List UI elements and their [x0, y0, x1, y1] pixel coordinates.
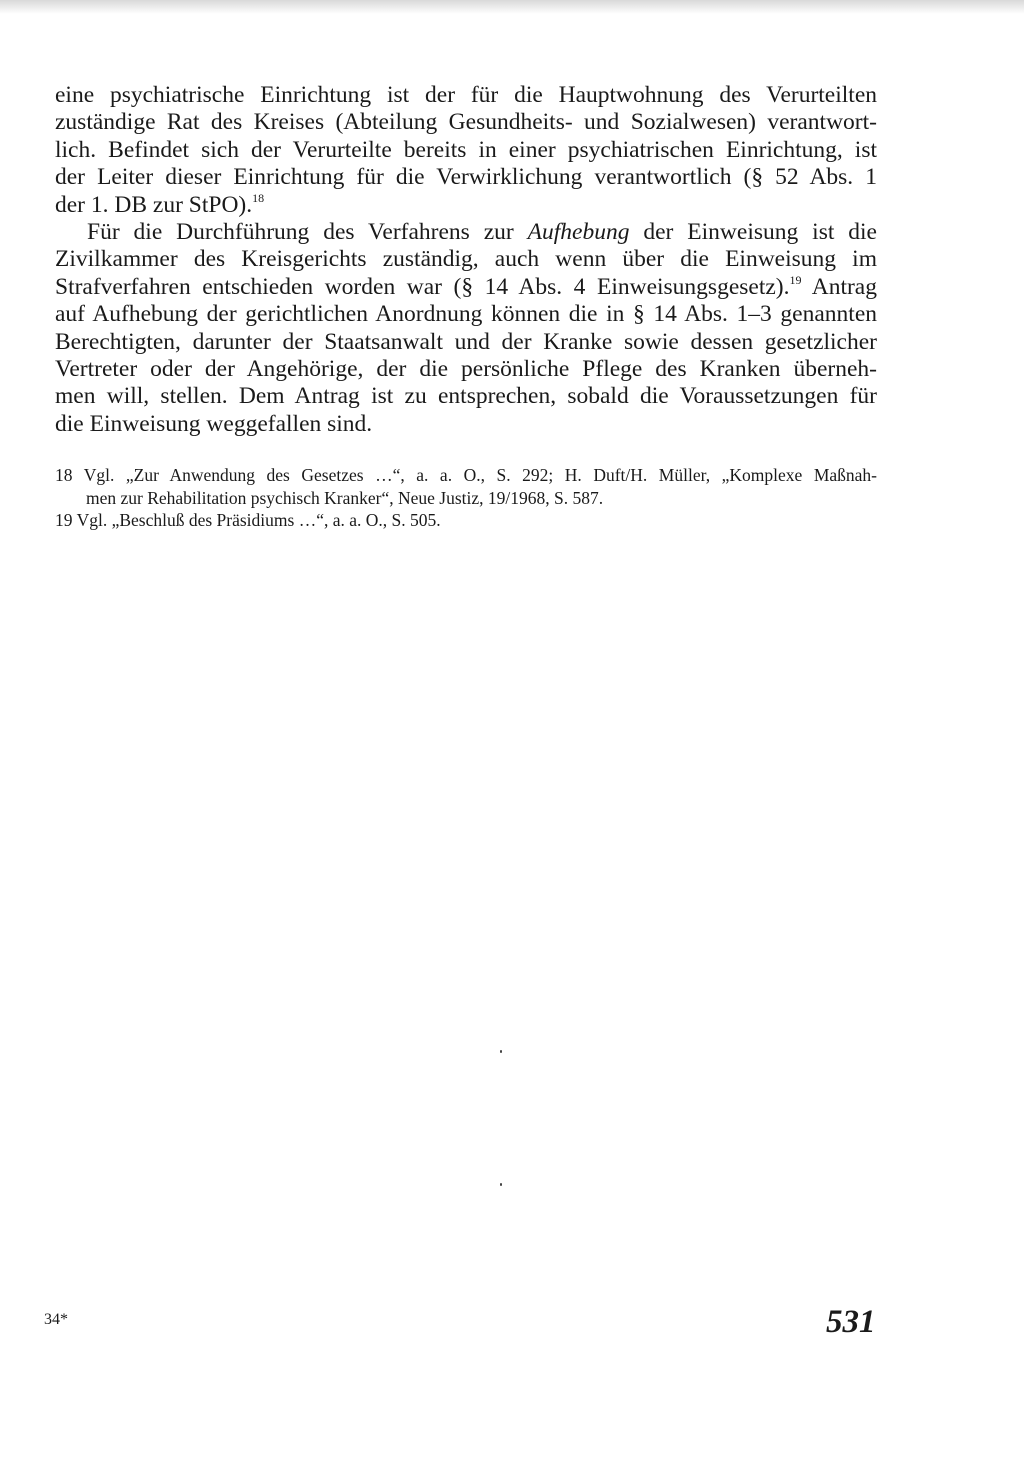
text-segment: Strafverfahren entschieden worden war (§ 14 Abs. 4 Einweisungsgesetz).	[55, 273, 790, 300]
page-number: 531	[826, 1304, 876, 1340]
footnote-ref-18: 18	[252, 190, 265, 205]
footnote-number: 18	[55, 465, 73, 485]
scan-speck	[500, 1050, 502, 1053]
text-line: auf Aufhebung der gerichtlichen Anordnung können die in § 14 Abs. 1–3 genannten	[55, 301, 877, 328]
text-line	[55, 192, 877, 219]
footnote-line: men zur Rehabilitation psychisch Kranker“, Neue Justiz, 19/1968, S. 587.	[86, 487, 604, 508]
text-segment: der Einweisung ist die	[629, 219, 877, 246]
footnote-text: Vgl. „Zur Anwendung des Gesetzes …“, a. a. O., S. 292; H. Duft/H. Müller, „Komplexe Maßnah-	[83, 465, 877, 485]
text-line: men will, stellen. Dem Antrag ist zu entsprechen, sobald die Voraussetzungen für	[55, 383, 877, 410]
text-line: Berechtigten, darunter der Staatsanwalt und der Kranke sowie dessen gesetzlicher	[55, 328, 877, 355]
footnote-line	[55, 509, 877, 532]
text-line: eine psychiatrische Einrichtung ist der für die Hauptwohnung des Verurteilten	[55, 82, 877, 108]
footnote-19	[55, 509, 877, 532]
scan-speck	[500, 1183, 502, 1186]
footnotes	[55, 464, 877, 532]
text-line	[55, 219, 877, 246]
body-text	[55, 82, 877, 438]
footnote-18	[55, 464, 877, 509]
footnote-line	[55, 464, 877, 487]
text-line: die Einweisung weggefallen sind.	[55, 410, 373, 437]
text-line: zuständige Rat des Kreises (Abteilung Gesundheits- und Sozialwesen) verantwort-	[55, 109, 877, 136]
text-line	[55, 274, 877, 301]
text-line: der Leiter dieser Einrichtung für die Verwirklichung verantwortlich (§ 52 Abs. 1	[55, 164, 877, 191]
text-segment: Antrag	[801, 273, 877, 300]
emphasis-text: Aufhebung	[527, 219, 630, 246]
footnote-ref-19: 19	[789, 272, 802, 287]
text-line: lich. Befindet sich der Verurteilte bereits in einer psychiatrischen Einrichtung, ist	[55, 136, 877, 163]
footnote-text: Vgl. „Beschluß des Präsidiums …“, a. a. O., S. 505.	[76, 510, 441, 530]
footnote-number: 19	[55, 510, 73, 530]
text-line: Vertreter oder der Angehörige, der die persönliche Pflege des Kranken überneh-	[55, 356, 877, 383]
text-segment: Für die Durchführung des Verfahrens zur	[87, 219, 528, 246]
signature-mark: 34*	[44, 1311, 68, 1328]
paragraph-1	[55, 82, 877, 219]
text-line: Zivilkammer des Kreisgerichts zuständig, auch wenn über die Einweisung im	[55, 246, 877, 273]
paragraph-2	[55, 219, 877, 438]
text-segment: der 1. DB zur StPO).	[55, 191, 253, 218]
scan-top-edge	[0, 0, 1024, 14]
